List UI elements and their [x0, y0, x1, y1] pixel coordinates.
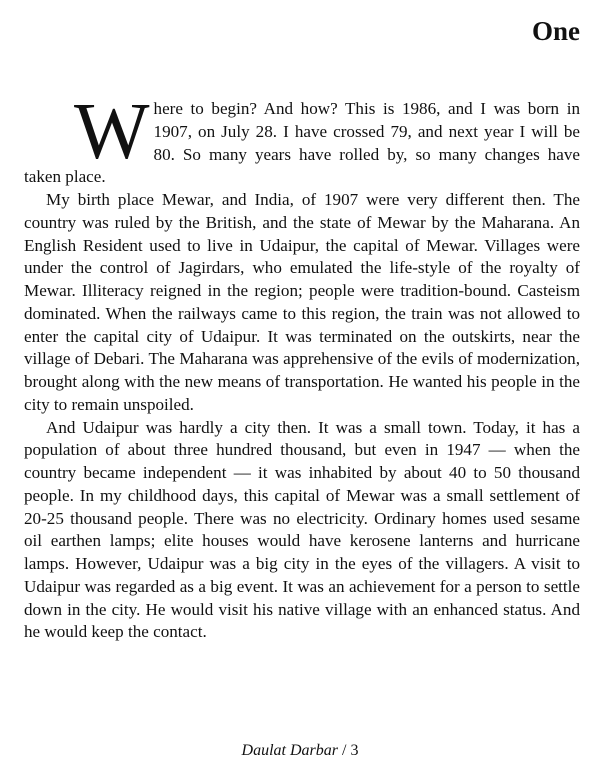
chapter-title: One [531, 16, 580, 46]
page-footer [0, 741, 600, 761]
drop-cap: W [74, 88, 150, 176]
paragraph-3: And Udaipur was hardly a city then. It was a small town. Today, it has a population of about three hundred thousand, but even in 1947 — when the country became independent — it was inhabited by about 40 to 50 thousand people. In my childhood days, this capital of Mewar was a small settlement of 20-25 thousand people. There was no electricity. Ordinary homes used sesame oil earthen lamps; elite houses would have kerosene lanterns and hurricane lamps. However, Udaipur was a big city in the eyes of the villagers. A visit to Udaipur was regarded as a big event. It was an achievement for a person to settle down in the city. He would visit his native village with an enhanced status. And he would keep the contact. [24, 417, 580, 642]
paragraph-1-text: here to begin? And how? This is 1986, and I was born in 1907, on July 28. I have crossed 79, and next year I will be 80. So many years have rolled by, so many changes have taken place. [24, 99, 580, 187]
paragraph-2: My birth place Mewar, and India, of 1907 were very different then. The country was ruled by the British, and the state of Mewar by the Maharana. An English Resident used to live in Udaipur, the capital of Mewar. Villages were under the control of Jagirdars, who emulated the life-style of the royalty of Mewar. Illiteracy reigned in the region; people were tradition-bound. Casteism dominated. When the railways came to this region, the train was not allowed to enter the capital city of Udaipur. It was terminated on the outskirts, near the village of Debari. The Maharana was apprehensive of the evils of modernization, brought along with the new means of transportation. He wanted his people in the city to remain unspoiled. [24, 190, 580, 414]
footer-page-number: / 3 [338, 742, 359, 759]
footer-book-title: Daulat Darbar [241, 742, 338, 759]
chapter-body [24, 88, 580, 644]
paragraph-1 [24, 88, 580, 189]
